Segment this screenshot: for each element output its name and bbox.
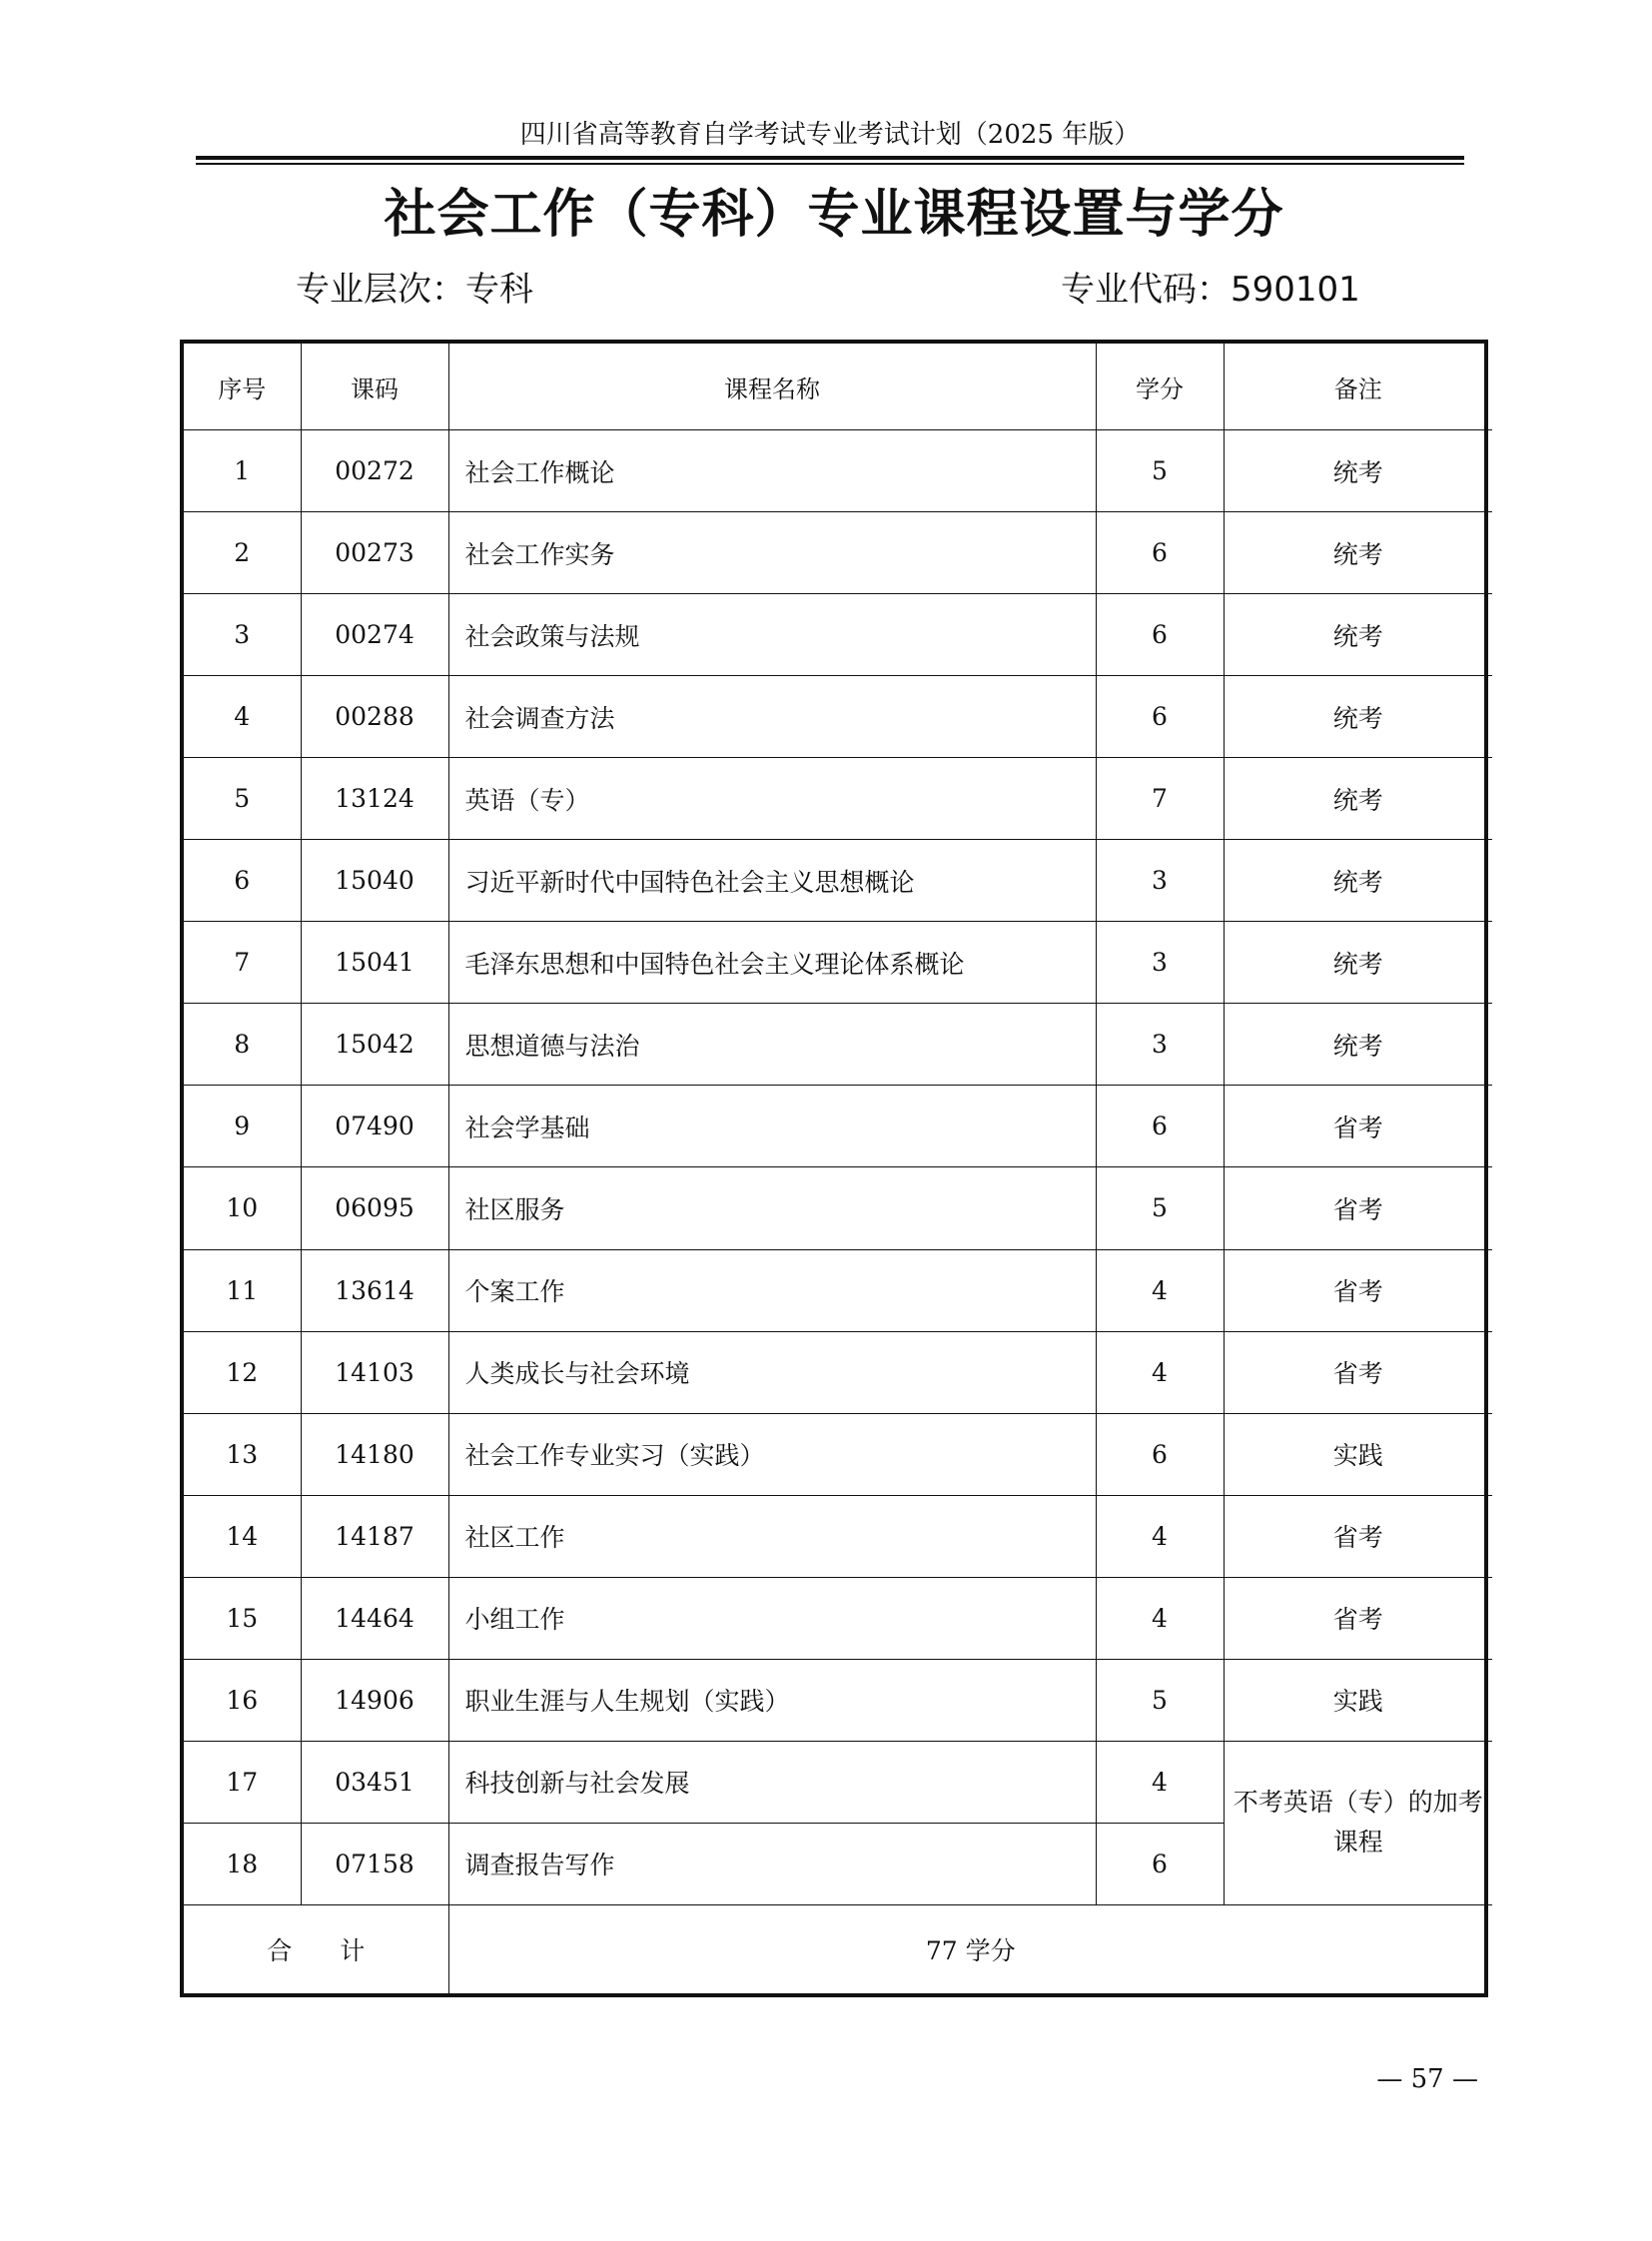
running-header: 四川省高等教育自学考试专业考试计划（2025 年版） xyxy=(519,120,1141,150)
row-number: 17 xyxy=(184,1741,301,1823)
course-credit: 6 xyxy=(1096,512,1224,594)
course-code: 14464 xyxy=(301,1577,448,1659)
table-row xyxy=(184,1004,1492,1086)
course-remark: 统考 xyxy=(1224,594,1492,676)
course-credit: 4 xyxy=(1096,1331,1224,1413)
course-credit: 6 xyxy=(1096,1413,1224,1495)
merged-remark xyxy=(1224,1741,1492,1904)
course-remark: 省考 xyxy=(1224,1495,1492,1577)
course-code: 06095 xyxy=(301,1167,448,1249)
course-code: 13124 xyxy=(301,758,448,840)
table-row xyxy=(184,1741,1492,1823)
table-row xyxy=(184,430,1492,512)
course-code: 14103 xyxy=(301,1331,448,1413)
course-name: 社会工作概论 xyxy=(448,430,1096,512)
course-table-body xyxy=(184,344,1492,1993)
course-credit: 6 xyxy=(1096,1086,1224,1167)
course-name: 社会学基础 xyxy=(448,1086,1096,1167)
table-header-row xyxy=(184,344,1492,430)
course-remark: 统考 xyxy=(1224,512,1492,594)
row-number: 16 xyxy=(184,1659,301,1741)
course-code: 00288 xyxy=(301,676,448,758)
row-number: 14 xyxy=(184,1495,301,1577)
course-remark: 实践 xyxy=(1224,1659,1492,1741)
course-remark: 统考 xyxy=(1224,676,1492,758)
course-name: 科技创新与社会发展 xyxy=(448,1741,1096,1823)
table-row xyxy=(184,1167,1492,1249)
header-rule xyxy=(196,156,1464,160)
course-code: 07490 xyxy=(301,1086,448,1167)
course-table-frame xyxy=(180,340,1488,1997)
course-code: 15042 xyxy=(301,1004,448,1086)
table-row xyxy=(184,1413,1492,1495)
table-row xyxy=(184,1249,1492,1331)
page-title: 社会工作（专科）专业课程设置与学分 xyxy=(384,185,1284,245)
course-credit: 3 xyxy=(1096,922,1224,1004)
column-header-code: 课码 xyxy=(301,344,448,430)
course-name: 人类成长与社会环境 xyxy=(448,1331,1096,1413)
course-code: 14906 xyxy=(301,1659,448,1741)
course-code: 13614 xyxy=(301,1249,448,1331)
major-level: 专业层次：专科 xyxy=(296,270,533,310)
course-code: 00274 xyxy=(301,594,448,676)
row-number: 12 xyxy=(184,1331,301,1413)
course-name: 毛泽东思想和中国特色社会主义理论体系概论 xyxy=(448,922,1096,1004)
column-header-credit: 学分 xyxy=(1096,344,1224,430)
total-row xyxy=(184,1904,1492,1993)
course-code: 14187 xyxy=(301,1495,448,1577)
course-credit: 6 xyxy=(1096,676,1224,758)
table-row xyxy=(184,1331,1492,1413)
row-number: 4 xyxy=(184,676,301,758)
course-credit: 5 xyxy=(1096,1167,1224,1249)
row-number: 6 xyxy=(184,840,301,922)
table-row xyxy=(184,922,1492,1004)
course-code: 14180 xyxy=(301,1413,448,1495)
merged-remark-line-1: 不考英语（专）的加考 xyxy=(1233,1788,1483,1818)
course-credit: 4 xyxy=(1096,1495,1224,1577)
course-credit: 4 xyxy=(1096,1577,1224,1659)
course-name: 社区服务 xyxy=(448,1167,1096,1249)
course-name: 社会工作专业实习（实践） xyxy=(448,1413,1096,1495)
course-credit: 5 xyxy=(1096,430,1224,512)
column-header-no: 序号 xyxy=(184,344,301,430)
course-name: 思想道德与法治 xyxy=(448,1004,1096,1086)
course-code: 15040 xyxy=(301,840,448,922)
course-remark: 统考 xyxy=(1224,430,1492,512)
table-row xyxy=(184,594,1492,676)
header-rule-thin xyxy=(196,163,1464,165)
merged-remark-line-2: 课程 xyxy=(1332,1828,1383,1858)
total-label: 合计 xyxy=(184,1904,448,1993)
course-remark: 省考 xyxy=(1224,1086,1492,1167)
page-number: — 57 — xyxy=(1376,2064,1478,2094)
table-row xyxy=(184,1495,1492,1577)
course-remark: 统考 xyxy=(1224,840,1492,922)
table-row xyxy=(184,758,1492,840)
column-header-remark: 备注 xyxy=(1224,344,1492,430)
course-table xyxy=(184,344,1492,1993)
course-name: 小组工作 xyxy=(448,1577,1096,1659)
course-credit: 4 xyxy=(1096,1741,1224,1823)
row-number: 18 xyxy=(184,1823,301,1904)
course-remark: 实践 xyxy=(1224,1413,1492,1495)
course-remark: 统考 xyxy=(1224,1004,1492,1086)
course-credit: 7 xyxy=(1096,758,1224,840)
table-row xyxy=(184,1577,1492,1659)
column-header-name: 课程名称 xyxy=(448,344,1096,430)
row-number: 1 xyxy=(184,430,301,512)
row-number: 13 xyxy=(184,1413,301,1495)
course-code: 03451 xyxy=(301,1741,448,1823)
course-remark: 省考 xyxy=(1224,1167,1492,1249)
table-row xyxy=(184,676,1492,758)
course-remark: 省考 xyxy=(1224,1331,1492,1413)
course-name: 职业生涯与人生规划（实践） xyxy=(448,1659,1096,1741)
table-row xyxy=(184,512,1492,594)
row-number: 9 xyxy=(184,1086,301,1167)
course-credit: 3 xyxy=(1096,840,1224,922)
row-number: 7 xyxy=(184,922,301,1004)
course-name: 社会调查方法 xyxy=(448,676,1096,758)
row-number: 15 xyxy=(184,1577,301,1659)
row-number: 11 xyxy=(184,1249,301,1331)
course-name: 习近平新时代中国特色社会主义思想概论 xyxy=(448,840,1096,922)
row-number: 8 xyxy=(184,1004,301,1086)
course-name: 社区工作 xyxy=(448,1495,1096,1577)
table-row xyxy=(184,1086,1492,1167)
course-remark: 省考 xyxy=(1224,1249,1492,1331)
table-row xyxy=(184,1659,1492,1741)
course-remark: 统考 xyxy=(1224,758,1492,840)
course-code: 07158 xyxy=(301,1823,448,1904)
course-credit: 3 xyxy=(1096,1004,1224,1086)
course-code: 00272 xyxy=(301,430,448,512)
course-name: 社会工作实务 xyxy=(448,512,1096,594)
course-code: 15041 xyxy=(301,922,448,1004)
total-credits: 77 学分 xyxy=(448,1904,1492,1993)
course-credit: 5 xyxy=(1096,1659,1224,1741)
course-name: 英语（专） xyxy=(448,758,1096,840)
course-credit: 6 xyxy=(1096,594,1224,676)
row-number: 10 xyxy=(184,1167,301,1249)
course-remark: 省考 xyxy=(1224,1577,1492,1659)
course-code: 00273 xyxy=(301,512,448,594)
course-name: 社会政策与法规 xyxy=(448,594,1096,676)
course-credit: 6 xyxy=(1096,1823,1224,1904)
row-number: 5 xyxy=(184,758,301,840)
row-number: 3 xyxy=(184,594,301,676)
course-credit: 4 xyxy=(1096,1249,1224,1331)
course-name: 调查报告写作 xyxy=(448,1823,1096,1904)
course-name: 个案工作 xyxy=(448,1249,1096,1331)
course-remark: 统考 xyxy=(1224,922,1492,1004)
major-code: 专业代码：590101 xyxy=(1061,270,1360,310)
table-row xyxy=(184,840,1492,922)
row-number: 2 xyxy=(184,512,301,594)
